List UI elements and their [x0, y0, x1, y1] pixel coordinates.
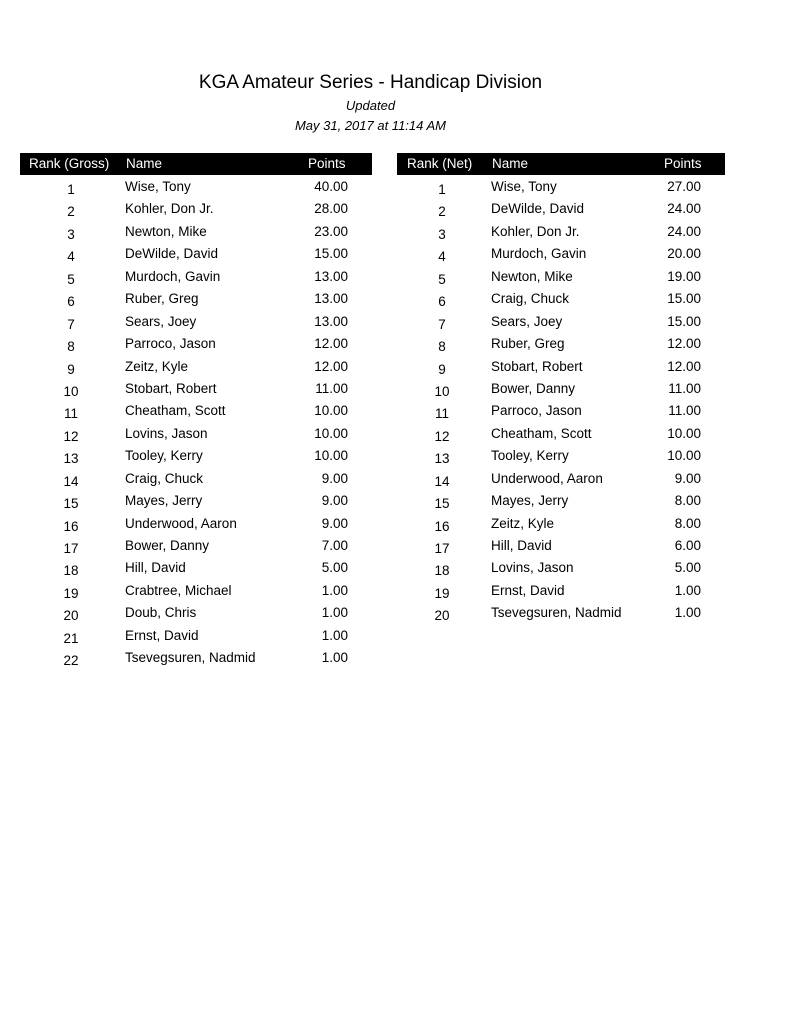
- rank-cell: 20: [434, 608, 450, 624]
- name-cell: Lovins, Jason: [125, 425, 208, 441]
- name-cell: Cheatham, Scott: [125, 403, 226, 419]
- rank-cell: 4: [67, 249, 75, 265]
- name-cell: Tsevegsuren, Nadmid: [491, 605, 622, 621]
- points-cell: 1.00: [321, 650, 348, 666]
- name-cell: Stobart, Robert: [125, 380, 217, 396]
- points-cell: 12.00: [314, 336, 348, 352]
- name-cell: Newton, Mike: [125, 223, 207, 239]
- name-cell: Murdoch, Gavin: [125, 268, 221, 284]
- name-cell: Craig, Chuck: [125, 470, 204, 486]
- net-table-row: [397, 242, 725, 264]
- points-cell: 23.00: [314, 223, 348, 239]
- name-cell: Underwood, Aaron: [491, 470, 603, 486]
- rank-cell: 7: [67, 316, 75, 332]
- name-cell: Kohler, Don Jr.: [491, 223, 580, 239]
- name-cell: Hill, David: [491, 538, 552, 553]
- points-cell: 19.00: [667, 268, 701, 284]
- rank-cell: 10: [63, 383, 79, 399]
- name-cell: Parroco, Jason: [125, 336, 216, 352]
- name-cell: Wise, Tony: [125, 179, 191, 194]
- gross-table-row: [20, 220, 372, 242]
- points-cell: 12.00: [667, 336, 701, 352]
- gross-table-row: [20, 534, 372, 556]
- name-cell: Stobart, Robert: [491, 358, 583, 374]
- rank-cell: 12: [434, 428, 450, 444]
- points-cell: 24.00: [667, 223, 701, 239]
- rank-cell: 5: [438, 271, 446, 287]
- name-cell: Lovins, Jason: [491, 560, 574, 576]
- gross-table-row: [20, 310, 372, 332]
- net-name-header: Name: [492, 156, 529, 171]
- rank-cell: 1: [438, 182, 446, 197]
- points-cell: 12.00: [314, 358, 348, 374]
- net-table-row: [397, 220, 725, 242]
- gross-table-row: [20, 265, 372, 287]
- name-cell: Tooley, Kerry: [125, 448, 203, 464]
- name-cell: Tooley, Kerry: [491, 448, 569, 464]
- points-cell: 13.00: [314, 291, 348, 307]
- gross-table-row: [20, 579, 372, 601]
- points-cell: 11.00: [668, 403, 701, 419]
- rank-cell: 15: [434, 496, 450, 512]
- points-cell: 15.00: [667, 313, 701, 329]
- points-cell: 8.00: [674, 515, 701, 531]
- rank-cell: 22: [63, 653, 79, 669]
- net-table-row: [397, 175, 725, 197]
- rank-cell: 16: [434, 518, 450, 534]
- points-cell: 13.00: [314, 313, 348, 329]
- name-cell: Mayes, Jerry: [491, 493, 569, 509]
- points-cell: 1.00: [674, 582, 701, 598]
- gross-table-row: [20, 287, 372, 309]
- name-cell: Newton, Mike: [491, 268, 573, 284]
- points-cell: 10.00: [314, 448, 348, 464]
- rank-cell: 17: [434, 541, 450, 556]
- points-cell: 1.00: [321, 582, 348, 598]
- rank-cell: 12: [63, 428, 79, 444]
- points-cell: 10.00: [314, 425, 348, 441]
- name-cell: Zeitz, Kyle: [491, 515, 555, 531]
- net-table-row: [397, 332, 725, 354]
- points-cell: 10.00: [314, 403, 348, 419]
- rank-cell: 18: [63, 563, 79, 579]
- points-cell: 11.00: [668, 380, 701, 396]
- net-table-row: [397, 444, 725, 466]
- net-standings-table: [397, 153, 725, 624]
- points-cell: 28.00: [314, 201, 348, 217]
- gross-name-header: Name: [126, 156, 163, 171]
- points-cell: 9.00: [321, 470, 348, 486]
- name-cell: Sears, Joey: [491, 313, 563, 329]
- points-cell: 9.00: [674, 470, 701, 486]
- rank-cell: 2: [438, 204, 446, 220]
- gross-table-row: [20, 467, 372, 489]
- name-cell: Hill, David: [125, 560, 186, 576]
- rank-cell: 14: [434, 473, 450, 489]
- rank-cell: 6: [67, 294, 75, 310]
- name-cell: Zeitz, Kyle: [125, 358, 189, 374]
- points-cell: 1.00: [321, 627, 348, 643]
- points-cell: 8.00: [674, 493, 701, 509]
- points-cell: 12.00: [667, 358, 701, 374]
- rank-cell: 19: [63, 585, 79, 601]
- points-cell: 5.00: [321, 560, 348, 576]
- rank-cell: 10: [434, 383, 450, 399]
- name-cell: Bower, Danny: [491, 380, 576, 396]
- points-cell: 15.00: [314, 246, 348, 262]
- gross-table-row: [20, 556, 372, 578]
- name-cell: Murdoch, Gavin: [491, 246, 587, 262]
- net-table-row: [397, 422, 725, 444]
- name-cell: Ruber, Greg: [491, 336, 565, 352]
- name-cell: Ernst, David: [491, 582, 565, 598]
- name-cell: Kohler, Don Jr.: [125, 201, 214, 217]
- name-cell: DeWilde, David: [125, 246, 219, 262]
- net-table-row: [397, 310, 725, 332]
- net-table-row: [397, 377, 725, 399]
- net-table-row: [397, 399, 725, 421]
- name-cell: Craig, Chuck: [491, 291, 570, 307]
- rank-cell: 21: [63, 630, 79, 646]
- points-cell: 9.00: [321, 493, 348, 509]
- net-table-row: [397, 467, 725, 489]
- points-cell: 7.00: [321, 538, 348, 553]
- net-table-row: [397, 197, 725, 219]
- gross-table-row: [20, 489, 372, 511]
- rank-cell: 9: [67, 361, 75, 377]
- gross-table-row: [20, 332, 372, 354]
- net-table-row: [397, 489, 725, 511]
- rank-cell: 18: [434, 563, 450, 579]
- updated-label: Updated: [345, 98, 396, 113]
- net-table-header: [397, 153, 725, 175]
- name-cell: Parroco, Jason: [491, 403, 582, 419]
- gross-rank-header: Rank (Gross): [29, 156, 110, 171]
- rank-cell: 13: [434, 451, 450, 467]
- points-cell: 1.00: [321, 605, 348, 621]
- gross-table-row: [20, 601, 372, 623]
- points-cell: 40.00: [314, 179, 348, 194]
- gross-table-row: [20, 624, 372, 646]
- net-rank-header: Rank (Net): [407, 156, 473, 171]
- name-cell: Ruber, Greg: [125, 291, 199, 307]
- points-cell: 13.00: [314, 268, 348, 284]
- net-table-body: [397, 175, 725, 624]
- rank-cell: 1: [67, 182, 75, 197]
- points-cell: 6.00: [674, 538, 701, 553]
- points-cell: 20.00: [667, 246, 701, 262]
- gross-table-row: [20, 444, 372, 466]
- name-cell: DeWilde, David: [491, 201, 585, 217]
- name-cell: Underwood, Aaron: [125, 515, 237, 531]
- rank-cell: 17: [63, 541, 79, 556]
- rank-cell: 2: [67, 204, 75, 220]
- gross-table-row: [20, 377, 372, 399]
- rank-cell: 6: [438, 294, 446, 310]
- rank-cell: 7: [438, 316, 446, 332]
- rank-cell: 14: [63, 473, 79, 489]
- rank-cell: 8: [438, 339, 446, 355]
- gross-table-row: [20, 512, 372, 534]
- net-table-row: [397, 355, 725, 377]
- rank-cell: 3: [438, 226, 446, 242]
- name-cell: Mayes, Jerry: [125, 493, 203, 509]
- gross-table-row: [20, 242, 372, 264]
- gross-table-row: [20, 646, 372, 668]
- net-table-row: [397, 601, 725, 623]
- page-title: KGA Amateur Series - Handicap Division: [198, 72, 543, 93]
- gross-table-header: [20, 153, 372, 175]
- rank-cell: 3: [67, 226, 75, 242]
- name-cell: Tsevegsuren, Nadmid: [125, 650, 256, 666]
- net-table-row: [397, 512, 725, 534]
- name-cell: Wise, Tony: [491, 179, 557, 194]
- gross-points-header: Points: [308, 156, 346, 171]
- net-table-row: [397, 287, 725, 309]
- net-table-row: [397, 579, 725, 601]
- rank-cell: 13: [63, 451, 79, 467]
- points-cell: 10.00: [667, 425, 701, 441]
- rank-cell: 5: [67, 271, 75, 287]
- name-cell: Crabtree, Michael: [125, 582, 232, 598]
- points-cell: 1.00: [674, 605, 701, 621]
- rank-cell: 15: [63, 496, 79, 512]
- rank-cell: 8: [67, 339, 75, 355]
- rank-cell: 20: [63, 608, 79, 624]
- gross-table-row: [20, 197, 372, 219]
- net-table-row: [397, 534, 725, 556]
- points-cell: 15.00: [667, 291, 701, 307]
- name-cell: Doub, Chris: [125, 605, 197, 621]
- updated-date: May 31, 2017 at 11:14 AM: [294, 118, 447, 133]
- points-cell: 10.00: [667, 448, 701, 464]
- rank-cell: 9: [438, 361, 446, 377]
- net-points-header: Points: [664, 156, 702, 171]
- gross-standings-table: [20, 153, 372, 669]
- gross-table-row: [20, 175, 372, 197]
- rank-cell: 11: [434, 406, 449, 422]
- points-cell: 9.00: [321, 515, 348, 531]
- points-cell: 24.00: [667, 201, 701, 217]
- gross-table-row: [20, 422, 372, 444]
- rank-cell: 11: [63, 406, 78, 422]
- rank-cell: 16: [63, 518, 79, 534]
- gross-table-row: [20, 355, 372, 377]
- gross-table-body: [20, 175, 372, 669]
- name-cell: Cheatham, Scott: [491, 425, 592, 441]
- rank-cell: 4: [438, 249, 446, 265]
- net-table-row: [397, 265, 725, 287]
- name-cell: Sears, Joey: [125, 313, 197, 329]
- gross-table-row: [20, 399, 372, 421]
- points-cell: 11.00: [315, 380, 348, 396]
- points-cell: 27.00: [667, 179, 701, 194]
- net-table-row: [397, 556, 725, 578]
- name-cell: Ernst, David: [125, 627, 199, 643]
- name-cell: Bower, Danny: [125, 538, 210, 553]
- points-cell: 5.00: [674, 560, 701, 576]
- rank-cell: 19: [434, 585, 450, 601]
